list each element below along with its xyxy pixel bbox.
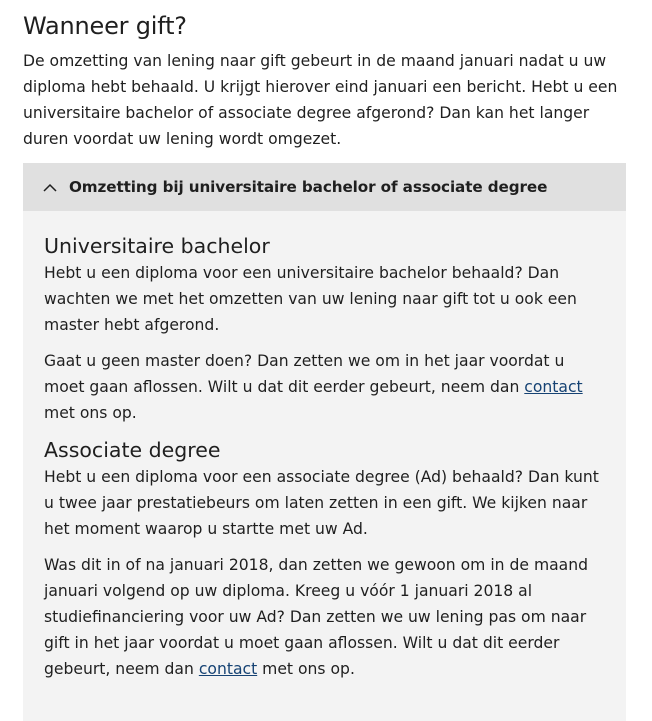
chevron-up-icon: [43, 180, 57, 194]
accordion-content: [23, 211, 626, 682]
contact-link-associate[interactable]: contact: [198, 660, 258, 678]
contact-link-bachelor[interactable]: contact: [524, 378, 583, 396]
bachelor-paragraph-2-text: Gaat u geen master doen? Dan zetten we om in het jaar voordat u moet gaan aflossen. Wilt u dat dit eerder gebeurt, neem dan: [44, 352, 565, 396]
accordion-toggle[interactable]: [23, 163, 626, 211]
page-title: Wanneer gift?: [23, 12, 187, 40]
associate-paragraph-2: [44, 552, 606, 682]
bachelor-paragraph-1: Hebt u een diploma voor een universitaire bachelor behaald? Dan wachten we met het omzetten van uw lening naar gift tot u ook een master hebt afgerond.: [44, 264, 577, 334]
section-title-bachelor: Universitaire bachelor: [44, 234, 270, 258]
associate-paragraph-2-text: Was dit in of na januari 2018, dan zetten we gewoon om in de maand januari volgend op uw diploma. Kreeg u vóór 1 januari 2018 al studiefinanciering voor uw Ad? Dan zetten we uw lening pas om naar gift in het jaar voordat u moet gaan aflossen. Wilt u dat dit eerder gebeurt, neem dan: [44, 556, 589, 678]
bachelor-paragraph-2: [44, 348, 606, 426]
accordion-title: Omzetting bij universitaire bachelor of associate degree: [69, 178, 548, 196]
intro-paragraph: De omzetting van lening naar gift gebeurt in de maand januari nadat u uw diploma hebt behaald. U krijgt hierover eind januari een bericht. Hebt u een universitaire bachelor of associate degree afgerond? Dan kan het langer duren voordat uw lening wordt omgezet.: [23, 52, 618, 148]
accordion-panel: [23, 163, 626, 721]
section-title-associate: Associate degree: [44, 438, 221, 462]
bachelor-paragraph-2-end: met ons op.: [44, 404, 137, 422]
associate-paragraph-1: Hebt u een diploma voor een associate degree (Ad) behaald? Dan kunt u twee jaar prestatiebeurs om laten zetten in een gift. We kijken naar het moment waarop u startte met uw Ad.: [44, 468, 599, 538]
associate-paragraph-2-end: met ons op.: [257, 660, 355, 678]
